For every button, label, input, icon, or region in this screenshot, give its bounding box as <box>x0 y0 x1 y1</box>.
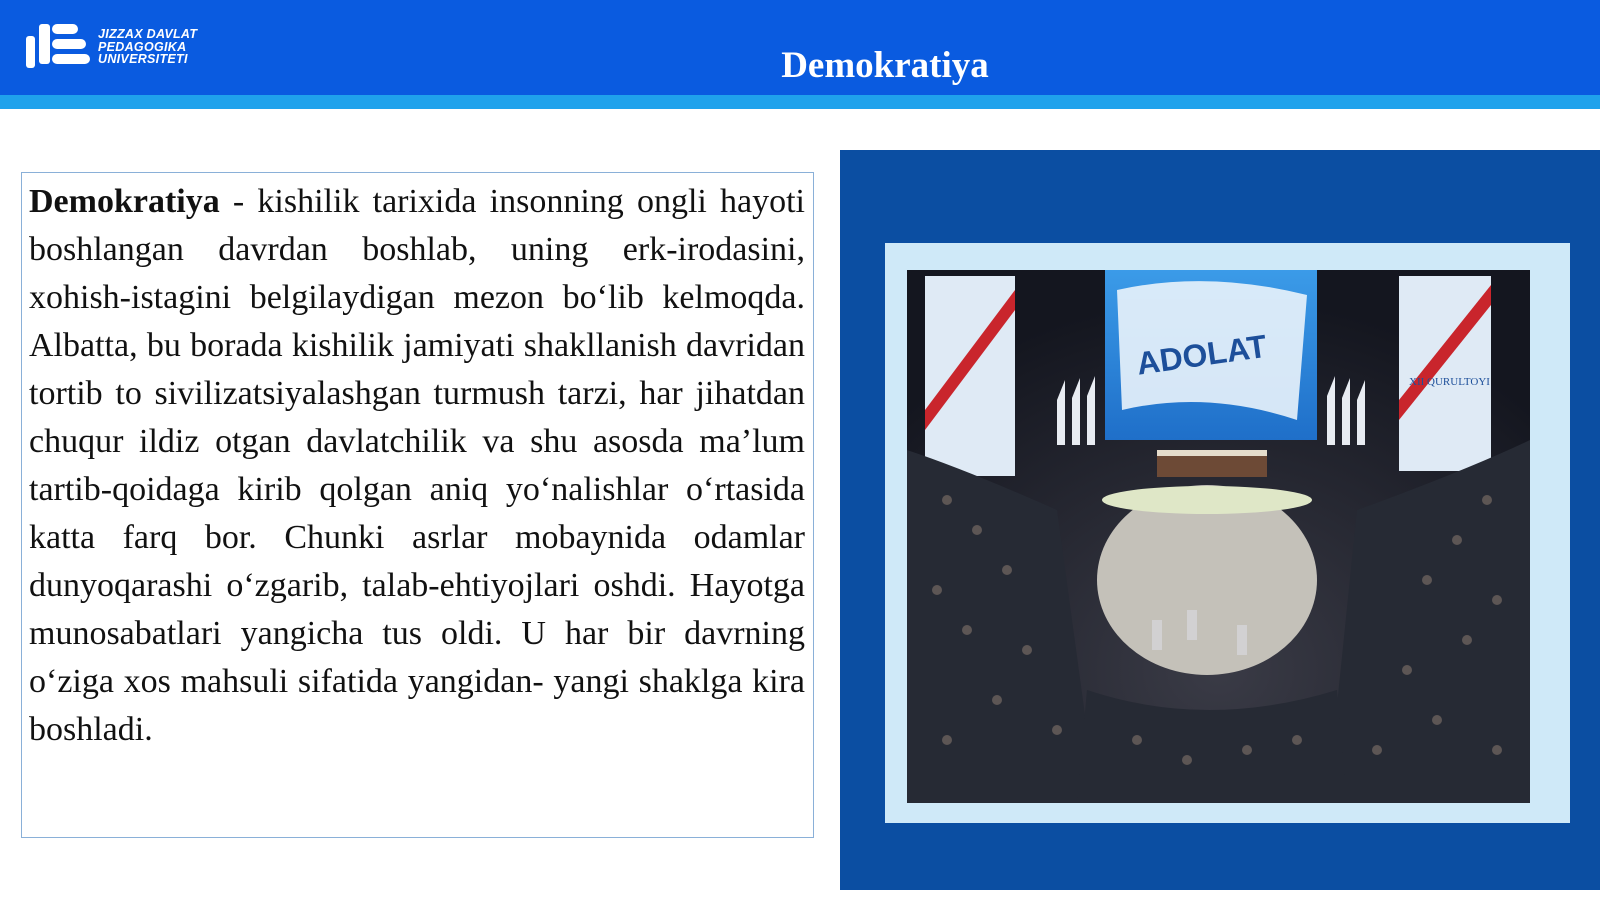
university-name <box>98 28 228 66</box>
header-accent-strip <box>0 95 1600 109</box>
university-logo <box>26 22 226 74</box>
university-name-line: PEDAGOGIKA <box>98 39 187 54</box>
congress-photo <box>907 270 1530 803</box>
university-name-line: UNIVERSITETI <box>98 52 188 66</box>
definition-body: - kishilik tarixida insonning ongli hayoti boshlangan davrdan boshlab, uning erk-irodasini, xohish-istagini belgilaydigan mezon bo‘lib kelmoqda. Albatta, bu borada kishilik jamiyati shakllanish davridan tortib to sivilizatsiyalashgan turmush tarzi, har jihatdan chuqur ildiz otgan davlatchilik va shu asosda ma’lum tartib-qoidaga kirib qolgan aniq yo‘nalishlar o‘rtasida katta farq bor. Chunki asrlar mobaynida odamlar dunyoqarashi o‘zgarib, talab-ehtiyojlari oshdi. Hayotga munosabatlari yangicha tus oldi. U har bir davrning o‘ziga xos mahsuli sifatida yangidan- yangi shaklga kira boshladi. <box>29 183 805 748</box>
university-logo-icon <box>26 22 96 70</box>
flag-text: ADOLAT <box>1134 327 1270 382</box>
university-name-line: JIZZAX DAVLAT <box>98 27 198 41</box>
definition-paragraph <box>29 178 805 754</box>
slide-title: Demokratiya <box>781 45 989 86</box>
definition-term: Demokratiya <box>29 183 220 220</box>
banner-text: XII QURULTOYI <box>1409 376 1490 388</box>
